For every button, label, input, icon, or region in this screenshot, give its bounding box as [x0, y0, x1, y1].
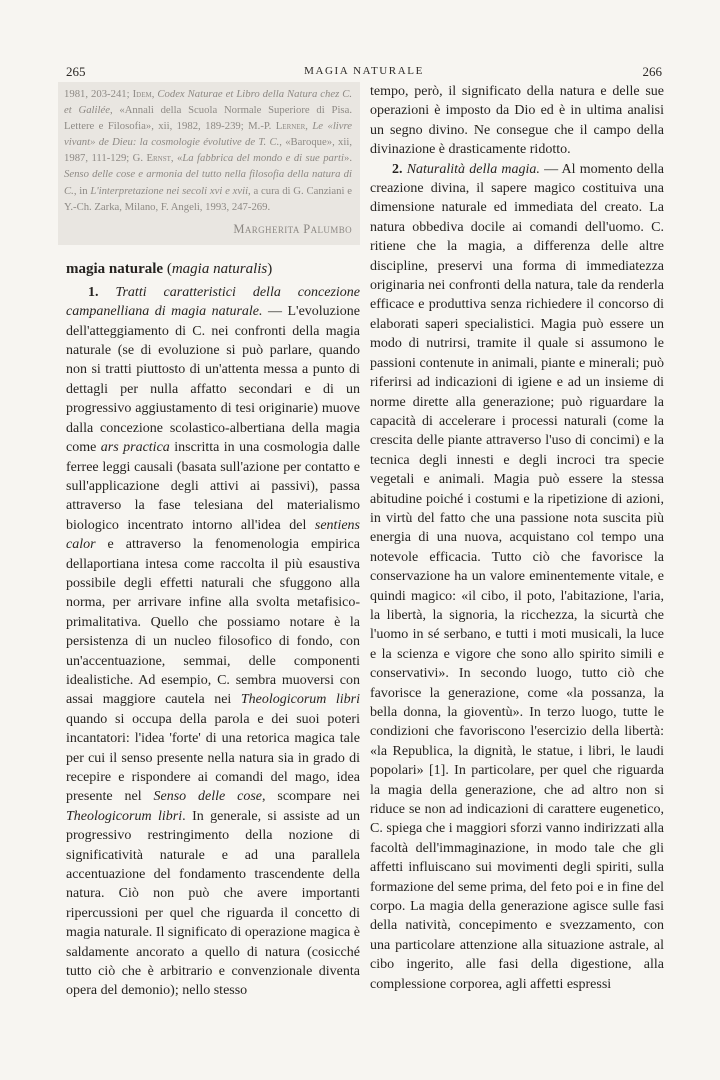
section-title: Tratti caratteristici della concezione campanelliana di magia naturale.: [66, 284, 360, 320]
paragraph-text: inscritta in una cosmologia dalle ferree leggi causali (basata sull'azione per contatto e sull'applicazione degli attivi ai passivi), passa attraverso la fase telesiana del materialismo biologico incentrato intorno all'idea del: [66, 440, 361, 533]
biblio-work-title: La fabbrica del mondo e di sue parti: [182, 152, 344, 165]
paragraph-text: — Al momento della creazione divina, il sapere magico costituiva una dimensione naturale ed immediata del creato. La natura obbediva docile ai comandi dell'uomo. C. ritiene che la magia, a differenza delle altre discipline, preservi una forma di immediatezza originaria nei confronti della natura, tale da renderla efficace e produttiva senza richiedere il concorso di elaborati saperi specialistici. Magia può essere un modo di nutrirsi, tramite il quale si assumono le passioni contenute in animali, piante e minerali; può riferirsi ad indicazioni di igiene e ad un insieme di norme dirette alla generazione; può riguardare la capacità di accelerare i processi naturali (come la crescita delle piante attraverso l'uso di concimi) e la tecnica degli innesti e degli incroci tra specie vegetali e animali. Magia può essere la stessa abitudine poiché i costumi e la ripetizione di azioni, in virtù del fatto che una passione nota suscita più energia di una nuova, acquistano col tempo una notevole efficacia. Tutto ciò che favorisce la conservazione ha un valore eminentemente vitale, e quindi magico: «il cibo, il poto, l'abitazione, l'aria, la libertà, la signoria, la ricchezza, la sicurtà che l'uomo in sé serbano, e tutti i moti musicali, la luce e la scienza e vigore che sono allo spirito simili e conservativi». In secondo luogo, tutto ciò che favorisce la generazione, come «la possanza, la bella donna, la gioventù». In terzo luogo, tutte le condizioni che favoriscono l'esercizio della libertà: «la Republica, la dignità, le statue, i libri, le laudi popolari» [1]. In particolare, per quel che riguarda la magia della generazione, che ad altro non si riduce se non ad indicazioni di carattere eugenetico, C. spiega che i maggiori sforzi vanno indirizzati alla facoltà dell'immaginazione, in modo tale che gli affetti influiscano sui movimenti degli spiriti, sulla formazione del seme prima, del feto poi e in fine del corpo. La magia della generazione agisce sulle fasi della natività, concepimento e svezzamento, con una particolare attenzione alla situazione astrale, al cibo ingerito, alle fasi della digestione, alla complessione corporea, agli affetti espressi: [370, 161, 664, 992]
biblio-author-name: Idem: [132, 88, 152, 100]
entry-paren: (: [163, 260, 172, 277]
paragraph-text: e attraverso la fenomenologia empirica dellaportiana intesa come raccolta il più esaustiva possibile degli effetti naturali che sfuggono alla norma, per arrivare infine alla svolta metafisico-primalitativa. Quello che possiamo notare è la persistenza di un nucleo filosofico di fondo, con un'accentuazione, semmai, delle componenti idealistiche. Ad esempio, C. sembra muoversi con assai maggiore cautela nei: [66, 537, 360, 708]
section-title: Naturalità della magia.: [406, 161, 540, 177]
right-column: [370, 82, 664, 994]
section-2-paragraph: [370, 160, 664, 994]
biblio-text: ,: [151, 88, 158, 100]
biblio-text: , «: [170, 152, 183, 165]
page-number-left: 265: [66, 64, 86, 79]
biblio-text: ,: [305, 120, 313, 133]
paragraph-text: , scompare nei: [262, 789, 360, 805]
section-number: 2.: [392, 161, 407, 177]
biblio-work-title: Codex Naturae et Libro della Natura chez C. et Galilée: [64, 88, 353, 117]
work-title: Theologicorum libri: [66, 808, 183, 824]
entry-title: [66, 259, 360, 279]
latin-term: ars practica: [100, 440, 170, 456]
entry-headword: magia naturale: [66, 260, 164, 277]
biblio-work-title: Senso delle cose e armonia del tutto nella filosofia della natura di C.: [64, 168, 352, 197]
biblio-text: , «Baroque», xii, 1987, 111-129; G.: [64, 136, 352, 165]
entry-paren: ): [267, 260, 273, 277]
biblio-text: , a cura di G. Canziani e Y.-Ch. Zarka, Milano, F. Angeli, 1993, 247-269.: [64, 184, 352, 213]
article-author: Margherita Palumbo: [233, 221, 352, 236]
page-number-right: 266: [642, 64, 662, 79]
entry-latin: magia naturalis: [171, 260, 268, 277]
left-column: [62, 82, 360, 1001]
biblio-text: , «Annali della Scuola Normale Superiore di Pisa. Lettere e Filosofia», xii, 1982, 189-239; M.-P.: [64, 104, 352, 133]
biblio-author-name: Ernst: [146, 152, 171, 165]
latin-term: sentiens calor: [66, 517, 360, 553]
biblio-author-name: Lerner: [275, 120, 306, 133]
paragraph-text: . In generale, si assiste ad un progressivo restringimento della nozione di significatività naturale e ad una parallela accentuazione del fondamento trascendente della natura. Ciò non può che avere importanti ripercussioni per quel che riguarda il concetto di magia naturale. Il significato di operazione magica è saldamente ancorato a quello di natura (cosicché tutto ciò che è arbitrario e convenzionale diventa opera del demonio); nello stesso: [66, 808, 360, 999]
section-1-paragraph: [62, 283, 360, 1001]
bibliography-block: [58, 82, 360, 245]
running-title: MAGIA NATURALE: [304, 65, 424, 77]
paragraph-text: quando si occupa della parola e dei suoi poteri incantatori: l'idea 'forte' di una retorica magica tale per cui il senso presente nella natura sia in grado di recepire e rispondere ai comandi del mago, idea presente nel: [66, 711, 360, 805]
work-title: Senso delle cose: [153, 789, 262, 805]
running-head: [66, 64, 662, 82]
work-title: Theologicorum libri: [240, 692, 360, 708]
paragraph-text: — L'evoluzione dell'atteggiamento di C. nei confronti della magia naturale (se di evoluzione si può parlare, quando non si tratti piuttosto di un'attenta messa a punto di dettagli per nulla affatto secondari e di un progressivo aggiustamento di tesi originarie) muove dalla concezione scolastico-albertiana della magia come: [66, 304, 360, 456]
biblio-text: ».: [344, 152, 353, 165]
section-number: 1.: [88, 284, 116, 300]
biblio-work-title: L'interpretazione nei secoli xvi e xvii: [90, 184, 249, 197]
biblio-text: 1981, 203-241;: [64, 88, 133, 100]
continued-paragraph: tempo, però, il significato della natura e delle sue operazioni è imposto da Dio ed è in ultima analisi un segno divino. Ne consegue che il campo della divinazione è drasticamente ridotto.: [370, 84, 664, 158]
biblio-work-title: Le «livre vivant» de Dieu: la cosmologie évolutive de T. C.: [64, 120, 353, 149]
biblio-text: , in: [73, 184, 91, 197]
